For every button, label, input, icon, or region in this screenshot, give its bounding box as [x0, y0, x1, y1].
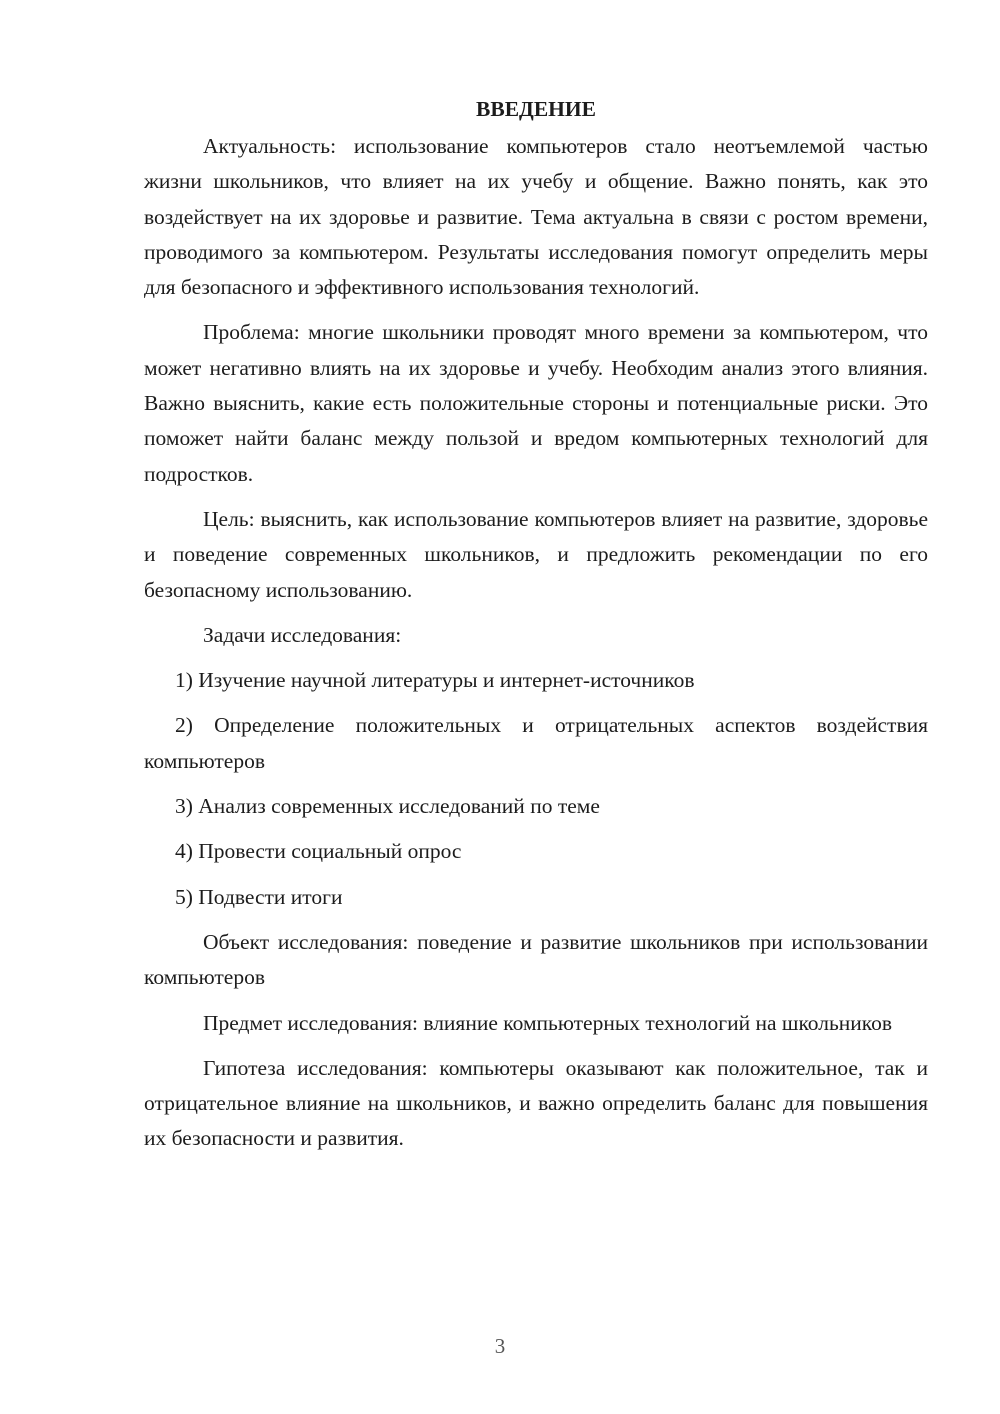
- task-item: 4) Провести социальный опрос: [175, 839, 462, 864]
- problem-paragraph: Проблема: многие школьники проводят много времени за компьютером, что может негативно влиять на их здоровье и учебу. Необходим анализ этого влияния. Важно выяснить, какие есть положительные стороны и потенциальные риски. Это поможет найти баланс между пользой и вредом компьютерных технологий для подростков.: [144, 320, 928, 486]
- relevance-paragraph: Актуальность: использование компьютеров стало неотъемлемой частью жизни школьников, что влияет на их учебу и общение. Важно понять, как это воздействует на их здоровье и развитие. Тема актуальна в связи с ростом времени, проводимого за компьютером. Результаты исследования помогут определить меры для безопасного и эффективного использования технологий.: [144, 134, 928, 300]
- task-item: 3) Анализ современных исследований по теме: [175, 794, 600, 819]
- goal-paragraph: Цель: выяснить, как использование компьютеров влияет на развитие, здоровье и поведение современных школьников, и предложить рекомендации по его безопасному использованию.: [144, 506, 928, 602]
- object-paragraph: Объект исследования: поведение и развитие школьников при использовании компьютеров: [144, 929, 928, 990]
- task-item: 2) Определение положительных и отрицательных аспектов воздействия компьютеров: [144, 713, 928, 773]
- page-number: 3: [494, 1334, 506, 1358]
- tasks-intro: Задачи исследования:: [203, 622, 402, 647]
- page-content: [144, 92, 928, 1167]
- hypothesis-paragraph: Гипотеза исследования: компьютеры оказывают как положительное, так и отрицательное влияние на школьников, и важно определить баланс для повышения их безопасности и развития.: [144, 1055, 928, 1151]
- section-heading: ВВЕДЕНИЕ: [476, 97, 596, 121]
- subject-paragraph: Предмет исследования: влияние компьютерных технологий на школьников: [203, 1010, 893, 1035]
- task-item: 5) Подвести итоги: [175, 884, 343, 909]
- task-item: 1) Изучение научной литературы и интернет-источников: [175, 668, 695, 693]
